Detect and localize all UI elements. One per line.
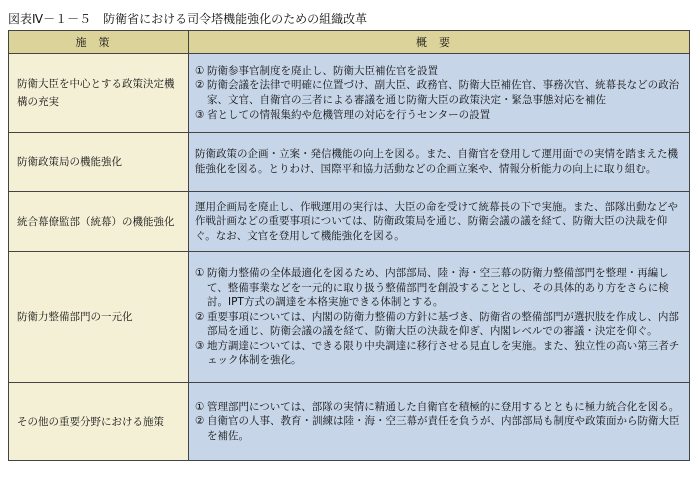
item-text: 防衛政策の企画・立案・発信機能の向上を図る。また、自衛官を登用して運用面での実情を踏まえた機能強化を図る。とりわけ、国際平和協力活動などの企画立案や、情報分析能力の向上に取り組む。 [195, 148, 678, 175]
summary-item [195, 147, 683, 176]
item-text: 防衛力整備の全体最適化を図るため、内部部局、陸・海・空三幕の防衛力整備部門を整理・再編して、整備事業などを一元的に取り扱う整備部門を創設することとし、その具体的あり方をさらに検討。IPT方式の調達を本格実施できる体制とする。 [207, 266, 669, 309]
summary-cell [189, 383, 690, 461]
summary-item [195, 400, 683, 415]
summary-item [195, 108, 683, 123]
measure-cell: 防衛大臣を中心とする政策決定機構の充実 [9, 54, 189, 133]
table-row [9, 383, 690, 461]
summary-cell [189, 133, 690, 192]
item-text: 防衛会議を法律で明確に位置づけ、副大臣、政務官、防衛大臣補佐官、事務次官、統幕長などの政治家、文官、自衛官の三者による審議を通じ防衛大臣の政策決定・緊急事態対応を補佐 [207, 79, 680, 106]
header-summary: 概要 [189, 31, 690, 54]
item-text: 運用企画局を廃止し、作戦運用の実行は、大臣の命を受けて統幕長の下で実施。また、部隊出動などや作戦計画などの重要事項については、防衛政策局を通じ、防衛会議の議を経て、防衛大臣の決裁を仰ぐ。なお、文官を登用して機能強化を図る。 [195, 200, 678, 242]
table-row [9, 54, 690, 133]
measure-cell: 防衛力整備部門の一元化 [9, 252, 189, 383]
item-text: 防衛参事官制度を廃止し、防衛大臣補佐官を設置 [207, 64, 438, 77]
item-number: ② [195, 79, 205, 92]
item-text: 重要事項については、内閣の防衛力整備の方針に基づき、防衛省の整備部門が選択肢を作成し、内部部局を通じ、防衛会議の議を経て、防衛大臣の決裁を仰ぎ、内閣レベルでの審議・決定を仰ぐ。 [207, 310, 679, 338]
item-text: 自衛官の人事、教育・訓練は陸・海・空三幕が責任を負うが、内部部局も制度や政策面から防衛大臣を補佐。 [207, 415, 680, 442]
table-row [9, 133, 690, 192]
item-text: 管理部門については、部隊の実情に精通した自衛官を積極的に登用するとともに極力統合化を図る。 [207, 400, 680, 413]
summary-cell [189, 54, 690, 133]
summary-item [195, 200, 683, 244]
item-number: ② [195, 415, 205, 428]
item-number: ③ [195, 339, 205, 352]
item-number: ② [195, 310, 205, 323]
table-row [9, 192, 690, 252]
summary-item [195, 78, 683, 107]
table-row [9, 252, 690, 383]
header-measure: 施策 [9, 31, 189, 54]
measure-cell: 防衛政策局の機能強化 [9, 133, 189, 192]
summary-cell [189, 252, 690, 383]
item-text: 省としての情報集約や危機管理の対応を行うセンターの設置 [207, 108, 491, 121]
summary-item [195, 64, 683, 79]
item-number: ① [195, 400, 205, 413]
summary-item [195, 266, 683, 310]
figure-title: 図表Ⅳ－１－５ 防衛省における司令塔機能強化のための組織改革 [8, 12, 368, 26]
item-text: 地方調達については、できる限り中央調達に移行させる見直しを実施。また、独立性の高い第三者チェック体制を強化。 [207, 339, 680, 367]
summary-item [195, 414, 683, 443]
reform-table [8, 30, 690, 461]
measure-cell: 統合幕僚監部（統幕）の機能強化 [9, 192, 189, 252]
summary-item [195, 339, 683, 368]
item-number: ① [195, 266, 205, 279]
summary-cell [189, 192, 690, 252]
item-number: ③ [195, 108, 205, 121]
table-header-row [9, 31, 690, 54]
measure-cell: その他の重要分野における施策 [9, 383, 189, 461]
item-number: ① [195, 64, 205, 77]
summary-item [195, 310, 683, 339]
